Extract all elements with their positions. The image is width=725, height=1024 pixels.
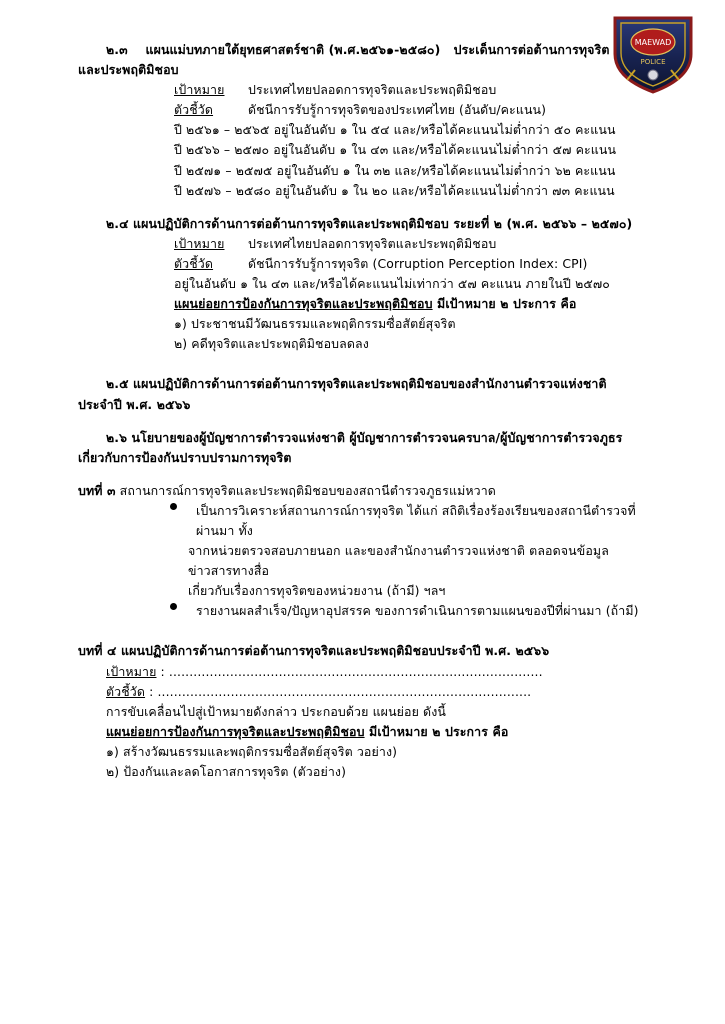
section-heading	[78, 641, 648, 661]
definition-value: ประเทศไทยปลอดการทุจริตและประพฤติมิชอบ	[248, 235, 497, 251]
paragraph: ๑) สร้างวัฒนธรรมและพฤติกรรมซื่อสัตย์สุจริต วอย่าง)	[106, 743, 398, 759]
text-run: ประจำปี พ.ศ. ๒๕๖๖	[78, 396, 191, 412]
paragraph: ๒) คดีทุจริตและประพฤติมิชอบลดลง	[174, 336, 369, 352]
paragraph: ปี ๒๕๗๑ – ๒๕๗๕ อยู่ในอันดับ ๑ ใน ๓๒ และ/หรือได้คะแนนไม่ต่ำกว่า ๖๒ คะแนน	[174, 162, 616, 178]
definition-label: เป้าหมาย	[174, 82, 225, 98]
section-heading	[106, 722, 648, 742]
text-run: บทที่ ๔	[78, 643, 117, 659]
paragraph: ๑) ประชาชนมีวัฒนธรรมและพฤติกรรมซื่อสัตย์สุจริต	[174, 316, 456, 332]
paragraph	[106, 682, 648, 702]
definition-value: ประเทศไทยปลอดการทุจริตและประพฤติมิชอบ	[248, 82, 497, 98]
paragraph: ปี ๒๕๖๑ – ๒๕๖๕ อยู่ในอันดับ ๑ ใน ๕๔ และ/หรือได้คะแนนไม่ต่ำกว่า ๕๐ คะแนน	[174, 122, 616, 138]
section-heading	[78, 481, 648, 501]
text-run: สถานการณ์การทุจริตและประพฤติมิชอบของสถานีตำรวจภูธรแม่หวาด	[115, 482, 496, 498]
text-run: ๒.๔ แผนปฏิบัติการด้านการต่อต้านการทุจริตและประพฤติมิชอบ ระยะที่ ๒ (พ.ศ. ๒๕๖๖ – ๒๕๗๐)	[106, 215, 633, 231]
paragraph: อยู่ในอันดับ ๑ ใน ๔๓ และ/หรือได้คะแนนไม่เท่ากว่า ๕๗ คะแนน ภายในปี ๒๕๗๐	[174, 276, 610, 292]
document-body	[78, 40, 648, 782]
section-heading	[78, 395, 648, 415]
text-run: แผนย่อยการป้องกันการทุจริตและประพฤติมิชอบ	[106, 723, 365, 739]
section-heading	[174, 294, 648, 314]
text-run: เกี่ยวกับการป้องกันปราบปรามการทุจริต	[78, 449, 292, 465]
bullet-text: เป็นการวิเคราะห์สถานการณ์การทุจริต ได้แก่ สถิติเรื่องร้องเรียนของสถานีตำรวจที่ผ่านมา ทั้ง	[196, 502, 636, 538]
paragraph: จากหน่วยตรวจสอบภายนอก และของสำนักงานตำรวจแห่งชาติ ตลอดจนข้อมูลข่าวสารทางสื่อ	[188, 543, 609, 579]
section-heading	[106, 374, 648, 394]
spacer	[78, 468, 648, 481]
paragraph: เกี่ยวกับเรื่องการทุจริตของหน่วยงาน (ถ้ามี) ฯลฯ	[188, 583, 446, 599]
bullet-dot-icon	[170, 503, 177, 510]
paragraph: ปี ๒๕๗๖ – ๒๕๘๐ อยู่ในอันดับ ๑ ใน ๒๐ และ/หรือได้คะแนนไม่ต่ำกว่า ๗๓ คะแนน	[174, 182, 615, 198]
text-run: เป้าหมาย	[106, 663, 157, 679]
text-run: มีเป้าหมาย ๒ ประการ คือ	[432, 296, 577, 312]
section-heading	[78, 448, 648, 468]
section-heading	[78, 60, 648, 80]
definition-label: ตัวชี้วัด	[174, 255, 214, 271]
text-run: ๒.๓ แผนแม่บทภายใต้ยุทธศาสตร์ชาติ (พ.ศ.๒๕๖๑-๒๕๘๐) ประเด็นการต่อต้านการทุจริต	[106, 42, 610, 57]
spacer	[78, 621, 648, 641]
definition-label: เป้าหมาย	[174, 235, 225, 251]
svg-text:POLICE: POLICE	[640, 58, 666, 66]
definition-row	[174, 234, 648, 254]
text-run: : ............................................................................................	[145, 683, 532, 699]
spacer	[78, 201, 648, 214]
text-run: ๒.๕ แผนปฏิบัติการด้านการต่อต้านการทุจริตและประพฤติมิชอบของสำนักงานตำรวจแห่งชาติ	[106, 376, 607, 392]
text-run: บทที่ ๓	[78, 482, 116, 498]
text-run: : ............................................................................................	[156, 663, 543, 679]
spacer	[78, 415, 648, 428]
definition-value: ดัชนีการรับรู้การทุจริตของประเทศไทย (อันดับ/คะแนน)	[248, 102, 547, 118]
definition-row	[174, 80, 648, 100]
text-run: มีเป้าหมาย ๒ ประการ คือ	[364, 723, 509, 739]
definition-row	[174, 254, 648, 274]
definition-value: ดัชนีการรับรู้การทุจริต (Corruption Perception Index: CPI)	[248, 255, 588, 271]
bullet-dot-icon	[170, 603, 177, 610]
text-run: ตัวชี้วัด	[106, 683, 146, 699]
svg-text:MAEWAD: MAEWAD	[634, 38, 672, 47]
section-heading	[106, 428, 648, 448]
paragraph	[106, 662, 648, 682]
text-run: แผนปฏิบัติการด้านการต่อต้านการทุจริตและประพฤติมิชอบประจำปี พ.ศ. ๒๕๖๖	[116, 643, 550, 659]
text-run: และประพฤติมิชอบ	[78, 62, 179, 78]
text-run: ๒.๖ นโยบายของผู้บัญชาการตำรวจแห่งชาติ ผู้บัญชาการตำรวจนครบาล/ผู้บัญชาการตำรวจภูธร	[106, 429, 623, 445]
bullet-item	[196, 501, 648, 541]
paragraph: การขับเคลื่อนไปสู่เป้าหมายดังกล่าว ประกอบด้วย แผนย่อย ดังนี้	[106, 703, 446, 719]
section-heading	[106, 214, 648, 234]
section-heading	[106, 40, 648, 60]
bullet-text: รายงานผลสำเร็จ/ปัญหาอุปสรรค ของการดำเนินการตามแผนของปีที่ผ่านมา (ถ้ามี)	[196, 603, 639, 619]
definition-row	[174, 100, 648, 120]
definition-label: ตัวชี้วัด	[174, 102, 214, 118]
paragraph: ๒) ป้องกันและลดโอกาสการทุจริต (ตัวอย่าง)	[106, 764, 347, 779]
text-run: แผนย่อยการป้องกันการทุจริตและประพฤติมิชอบ	[174, 296, 433, 312]
paragraph: ปี ๒๕๖๖ – ๒๕๗๐ อยู่ในอันดับ ๑ ใน ๔๓ และ/หรือได้คะแนนไม่ต่ำกว่า ๕๗ คะแนน	[174, 142, 617, 158]
bullet-item	[196, 601, 648, 621]
spacer	[78, 354, 648, 374]
